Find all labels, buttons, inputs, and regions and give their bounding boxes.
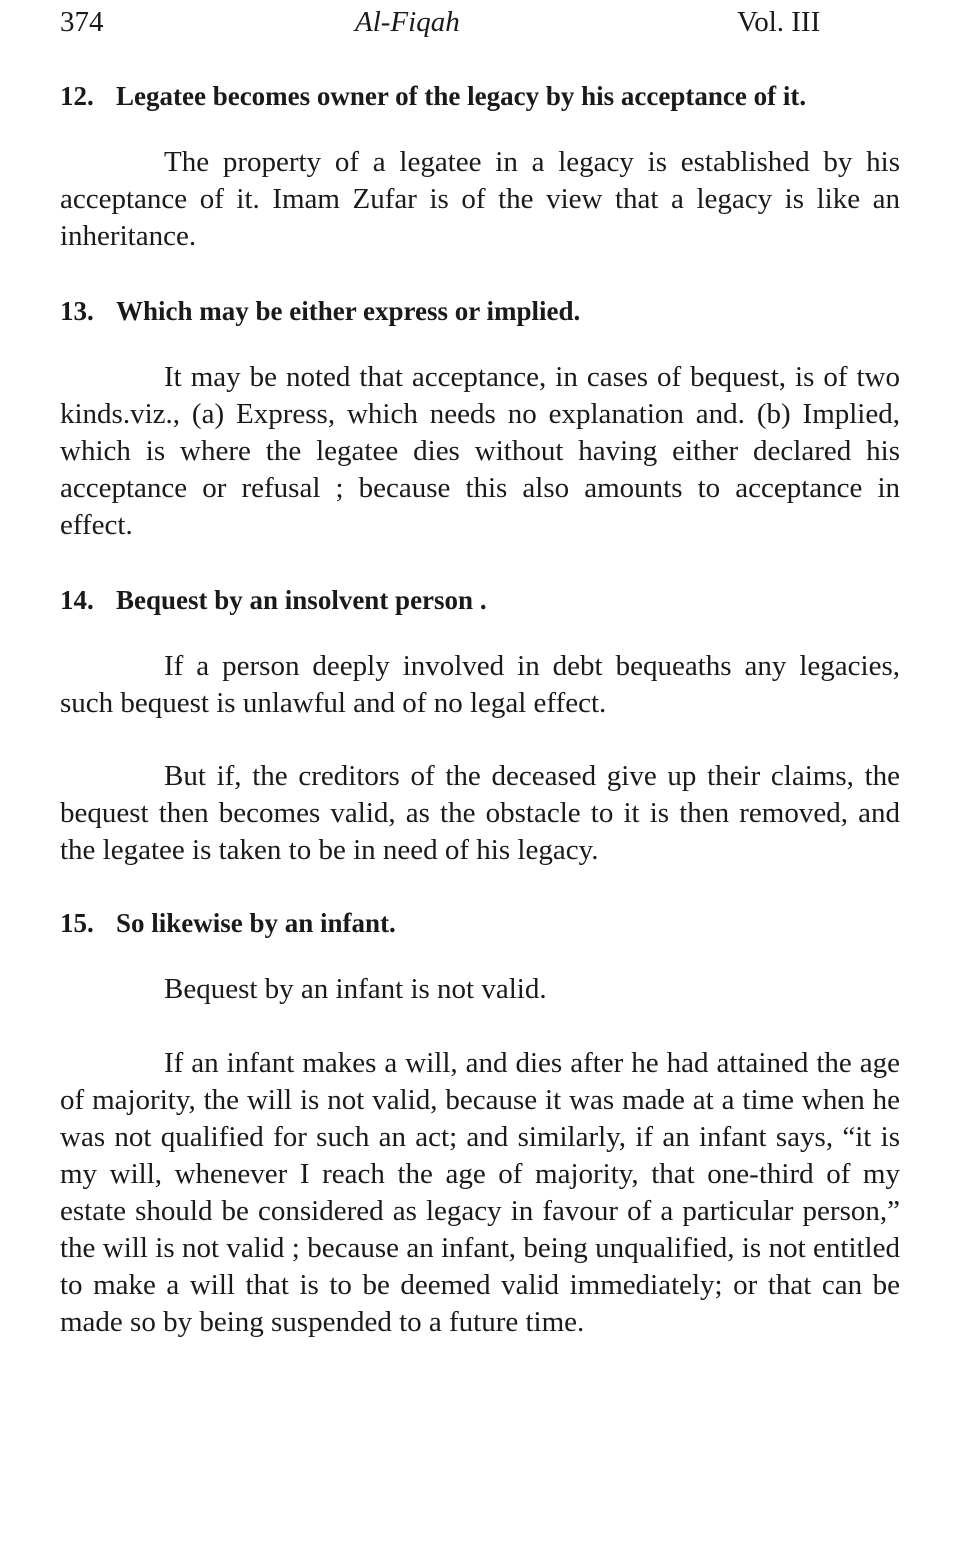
section-number: 13. <box>60 296 94 326</box>
running-header <box>60 0 900 40</box>
section-heading-12 <box>60 78 900 114</box>
section-number: 14. <box>60 585 94 615</box>
page-number: 374 <box>60 6 104 38</box>
volume-label: Vol. III <box>737 6 821 38</box>
paragraph: If a person deeply involved in debt bequeaths any legacies, such bequest is unlawful and of no legal effect. <box>60 650 900 719</box>
paragraph: But if, the creditors of the deceased give up their claims, the bequest then becomes valid, as the obstacle to it is then removed, and the legatee is taken to be in need of his legacy. <box>60 760 900 866</box>
section-heading-15 <box>60 905 900 941</box>
section-heading-text: Which may be either express or implied. <box>116 296 581 326</box>
paragraph: If an infant makes a will, and dies after he had attained the age of majority, the will is not valid, because it was made at a time when he was not qualified for such an act; and similarly, if an infant says, “it is my will, whenever I reach the age of majority, that one-third of my estate should be considered as legacy in favour of a particular person,” the will is not valid ; because an infant, being unqualified, is not entitled to make a will that is to be deemed valid immediately; or that can be made so by being suspended to a future time. <box>60 1047 900 1338</box>
section-heading-13 <box>60 293 900 329</box>
book-title: Al-Fiqah <box>355 6 460 38</box>
paragraph: The property of a legatee in a legacy is established by his acceptance of it. Imam Zufar is of the view that a legacy is like an inheritance. <box>60 146 900 252</box>
section-heading-text: Legatee becomes owner of the legacy by his acceptance of it. <box>116 81 807 111</box>
section-number: 12. <box>60 81 94 111</box>
section-heading-text: So likewise by an infant. <box>116 908 396 938</box>
book-page <box>60 0 900 1341</box>
section-heading-text: Bequest by an insolvent person . <box>116 585 487 615</box>
section-heading-14 <box>60 582 900 618</box>
paragraph: It may be noted that acceptance, in cases of bequest, is of two kinds.viz., (a) Express, which needs no explanation and. (b) Implied, which is where the legatee dies without having either declared his acceptance or refusal ; because this also amounts to acceptance in effect. <box>60 361 900 541</box>
paragraph: Bequest by an infant is not valid. <box>164 973 547 1005</box>
section-number: 15. <box>60 908 94 938</box>
